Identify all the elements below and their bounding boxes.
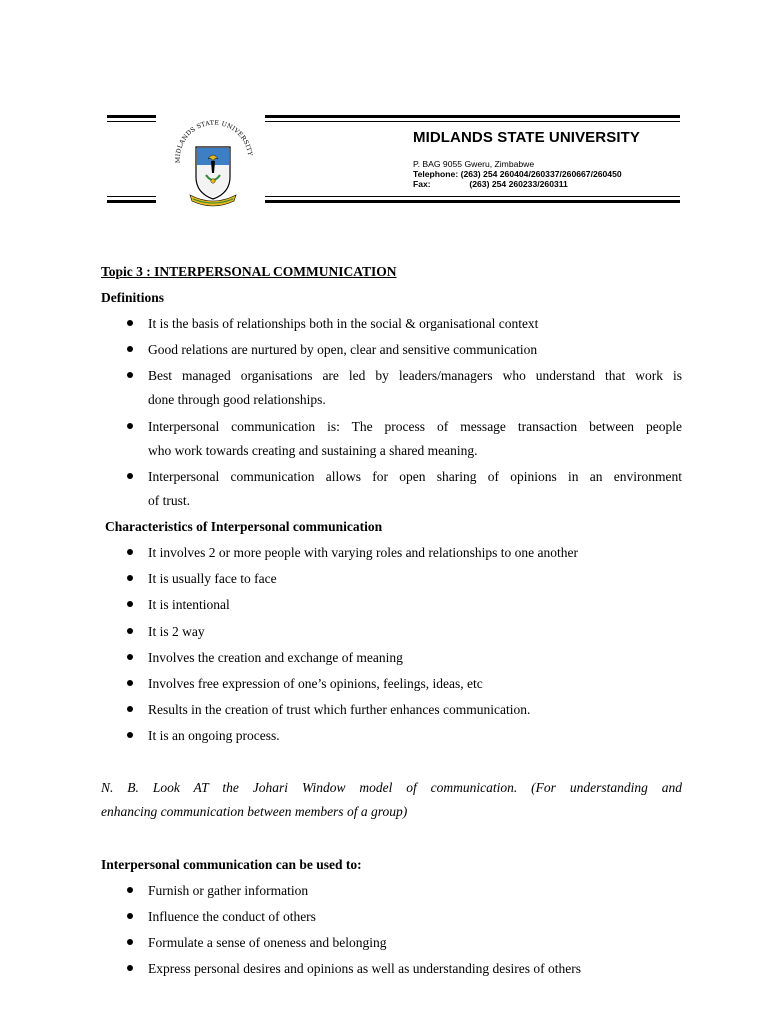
telephone-value: (263) 254 260404/260337/260667/260450 xyxy=(460,169,622,179)
characteristics-heading: Characteristics of Interpersonal communication xyxy=(105,519,383,534)
letterhead-bottom-rule-thick-left xyxy=(107,200,156,203)
johari-note-line-2: enhancing communication between members of a group) xyxy=(101,804,408,819)
characteristic-item-4: It is 2 way xyxy=(148,624,205,639)
topic-title: Topic 3 : INTERPERSONAL COMMUNICATION xyxy=(101,264,397,279)
characteristic-item-8: It is an ongoing process. xyxy=(148,728,280,743)
bullet-dot xyxy=(127,913,133,919)
bullet-dot xyxy=(127,939,133,945)
johari-note-line-1: N. B. Look AT the Johari Window model of communication. (For understanding and xyxy=(101,780,682,795)
bullet-dot xyxy=(127,601,133,607)
svg-text:MIDLANDS STATE UNIVERSITY: MIDLANDS STATE UNIVERSITY xyxy=(174,119,254,164)
characteristic-item-3: It is intentional xyxy=(148,597,230,612)
definition-item-2: Good relations are nurtured by open, clear and sensitive communication xyxy=(148,342,538,357)
bullet-dot xyxy=(127,732,133,738)
letterhead-top-rule-thin-left xyxy=(107,121,156,122)
bullet-dot xyxy=(127,628,133,634)
definition-item-4-line-1: Interpersonal communication is: The process of message transaction between people xyxy=(148,419,682,434)
bullet-dot xyxy=(127,654,133,660)
definition-item-4-line-2: who work towards creating and sustaining a shared meaning. xyxy=(148,443,478,458)
bullet-dot xyxy=(127,372,133,378)
characteristic-item-7: Results in the creation of trust which further enhances communication. xyxy=(148,702,531,717)
definitions-heading: Definitions xyxy=(101,290,165,305)
characteristic-item-1: It involves 2 or more people with varying roles and relationships to one another xyxy=(148,545,579,560)
bullet-dot xyxy=(127,346,133,352)
university-seal-logo xyxy=(168,115,258,210)
bullet-dot xyxy=(127,549,133,555)
definition-item-5-line-1: Interpersonal communication allows for open sharing of opinions in an environment xyxy=(148,469,682,484)
definition-item-1: It is the basis of relationships both in the social & organisational context xyxy=(148,316,539,331)
definition-item-3-line-1: Best managed organisations are led by leaders/managers who understand that work is xyxy=(148,368,682,383)
postal-address: P. BAG 9055 Gweru, Zimbabwe xyxy=(413,159,535,169)
use-item-3: Formulate a sense of oneness and belonging xyxy=(148,935,387,950)
bullet-dot xyxy=(127,706,133,712)
use-item-4: Express personal desires and opinions as well as understanding desires of others xyxy=(148,961,582,976)
letterhead-bottom-rule-thick-right xyxy=(265,200,680,203)
telephone-label: Telephone: xyxy=(413,169,459,179)
bullet-dot xyxy=(127,680,133,686)
letterhead xyxy=(0,0,768,230)
letterhead-bottom-rule-thin-left xyxy=(107,196,156,197)
fax-value: (263) 254 260233/260311 xyxy=(469,179,568,189)
characteristic-item-6: Involves free expression of one’s opinions, feelings, ideas, etc xyxy=(148,676,483,691)
bullet-dot xyxy=(127,320,133,326)
fax-line xyxy=(413,179,568,189)
characteristic-item-5: Involves the creation and exchange of meaning xyxy=(148,650,403,665)
letterhead-bottom-rule-thin-right xyxy=(265,196,680,197)
bullet-dot xyxy=(127,575,133,581)
letterhead-top-rule-thick-right xyxy=(265,115,680,118)
uses-heading: Interpersonal communication can be used to: xyxy=(101,857,362,872)
definition-item-5-line-2: of trust. xyxy=(148,493,190,508)
fax-label: Fax: xyxy=(413,179,431,189)
bullet-dot xyxy=(127,473,133,479)
bullet-dot xyxy=(127,887,133,893)
use-item-1: Furnish or gather information xyxy=(148,883,309,898)
letterhead-top-rule-thick-left xyxy=(107,115,156,118)
telephone-line xyxy=(413,169,622,179)
bullet-dot xyxy=(127,965,133,971)
letterhead-top-rule-thin-right xyxy=(265,121,680,122)
characteristic-item-2: It is usually face to face xyxy=(148,571,277,586)
bullet-dot xyxy=(127,423,133,429)
use-item-2: Influence the conduct of others xyxy=(148,909,316,924)
university-name: MIDLANDS STATE UNIVERSITY xyxy=(413,129,640,146)
definition-item-3-line-2: done through good relationships. xyxy=(148,392,326,407)
